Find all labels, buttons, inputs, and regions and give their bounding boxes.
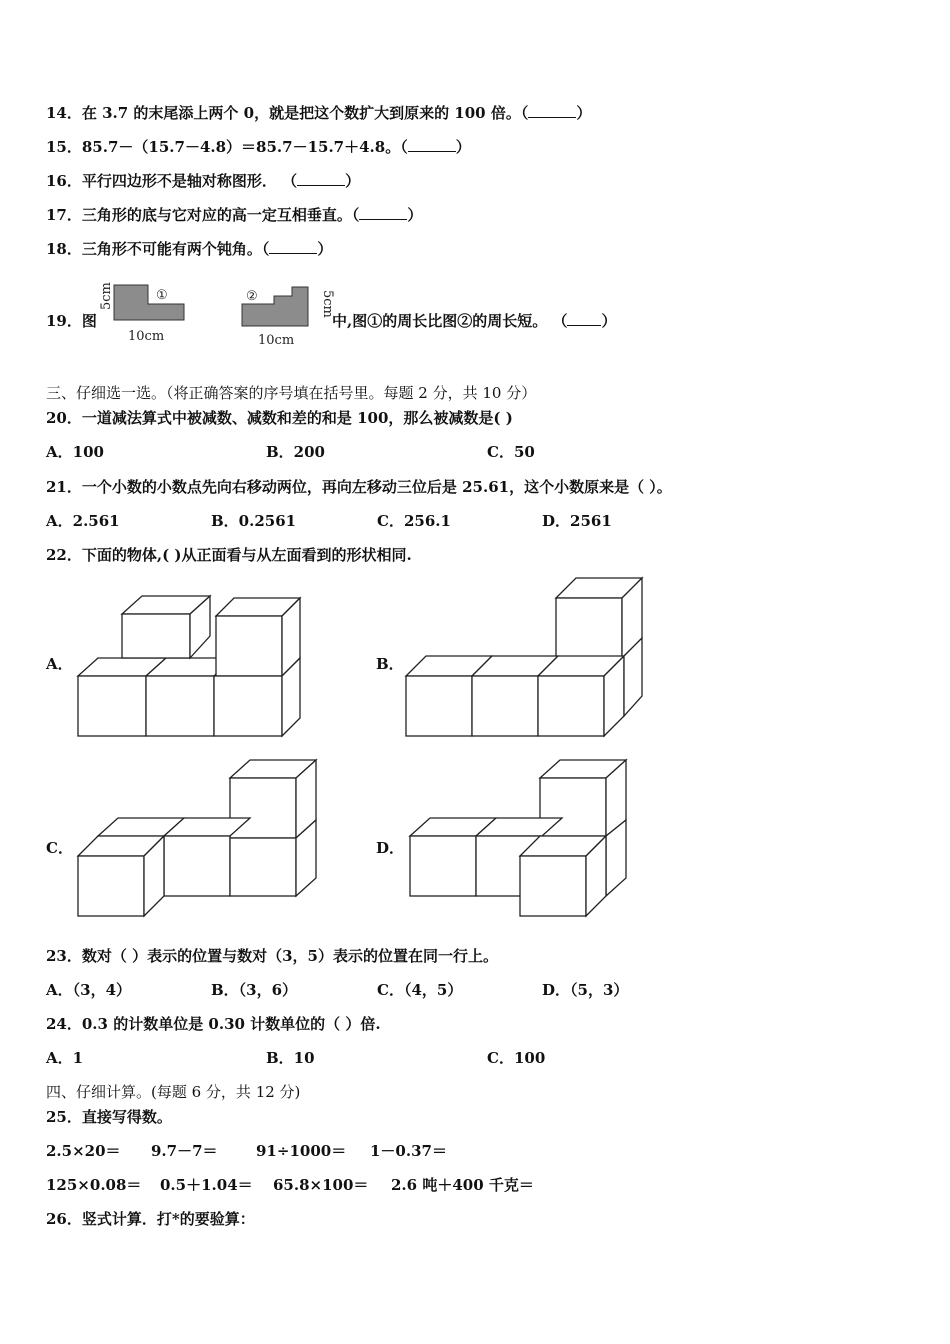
calc-item: 1－0.37＝: [370, 1142, 447, 1160]
question-24: [46, 1013, 381, 1034]
q20-option-a[interactable]: A．100: [46, 443, 104, 461]
figure-2-width: 10cm: [258, 333, 295, 348]
calc-item: 125×0.08＝: [46, 1176, 142, 1194]
question-21: [46, 476, 672, 497]
paren-close: ）: [407, 206, 423, 224]
figure-1-height: 5cm: [99, 282, 114, 310]
calc-item: 65.8×100＝: [273, 1176, 369, 1194]
question-17: [46, 204, 422, 225]
calc-item: 2.6 吨＋400 千克＝: [391, 1176, 534, 1194]
question-text: 三角形的底与它对应的高一定互相垂直。（: [81, 206, 360, 224]
cube-figure-d: [408, 758, 633, 920]
question-22: [46, 544, 412, 565]
paren-close: ）: [576, 104, 592, 122]
q24-option-b[interactable]: B．10: [266, 1049, 315, 1067]
q22-option-b[interactable]: B．: [376, 655, 404, 673]
calc-item: 0.5＋1.04＝: [160, 1176, 253, 1194]
question-text: 直接写得数。: [81, 1108, 172, 1126]
q24-option-a[interactable]: A．1: [46, 1049, 84, 1067]
question-19-lead: [46, 310, 97, 331]
question-text: 竖式计算．打*的要验算：: [81, 1210, 255, 1228]
question-text-post: 中,图①的周长比图②的周长短。 （: [332, 312, 568, 330]
question-number: 17．: [46, 206, 82, 224]
q21-option-a[interactable]: A．2.561: [46, 512, 120, 530]
q23-option-c[interactable]: C．（4，5）: [377, 981, 463, 999]
section-4-heading: 四、仔细计算。(每题 6 分，共 12 分): [46, 1083, 301, 1101]
figure-1-width: 10cm: [128, 329, 165, 344]
paren-close: ）: [317, 240, 333, 258]
question-number: 18．: [46, 240, 82, 258]
question-number: 19．: [46, 312, 82, 330]
figure-1: [98, 280, 198, 346]
answer-blank[interactable]: [408, 137, 456, 152]
paren-close: ）: [455, 138, 471, 156]
question-25: [46, 1106, 172, 1127]
paren-close: ）: [345, 172, 361, 190]
figure-1-label: ①: [156, 288, 168, 303]
answer-blank[interactable]: [528, 103, 576, 118]
question-number: 26．: [46, 1210, 82, 1228]
question-number: 15．: [46, 138, 82, 156]
question-text: 在 3.7 的末尾添上两个 0，就是把这个数扩大到原来的 100 倍。（: [81, 104, 529, 122]
q23-option-b[interactable]: B．（3，6）: [211, 981, 298, 999]
question-text: 85.7－（15.7－4.8）＝85.7－15.7＋4.8。（: [81, 138, 408, 156]
q22-option-c[interactable]: C．: [46, 839, 73, 857]
question-20: [46, 407, 513, 428]
figure-2: [230, 282, 340, 348]
answer-blank[interactable]: [297, 171, 345, 186]
cube-figure-b: [404, 576, 649, 741]
q24-option-c[interactable]: C．100: [487, 1049, 546, 1067]
question-text: 三角形不可能有两个钝角。（: [81, 240, 270, 258]
q21-option-c[interactable]: C．256.1: [377, 512, 451, 530]
question-number: 23．: [46, 947, 82, 965]
question-text: 数对（ ）表示的位置与数对（3，5）表示的位置在同一行上。: [81, 947, 498, 965]
figure-2-height: 5cm: [320, 290, 335, 318]
q20-option-c[interactable]: C．50: [487, 443, 535, 461]
question-26: [46, 1208, 255, 1229]
paren-close: ）: [601, 312, 617, 330]
question-number: 14．: [46, 104, 82, 122]
question-text: 一道减法算式中被减数、减数和差的和是 100，那么被减数是( ): [81, 409, 513, 427]
question-text: 0.3 的计数单位是 0.30 计数单位的（ ）倍.: [81, 1015, 381, 1033]
question-number: 22．: [46, 546, 82, 564]
question-number: 20．: [46, 409, 82, 427]
calc-item: 91÷1000＝: [256, 1142, 347, 1160]
question-19-tail: [332, 310, 616, 331]
question-text: 下面的物体,( )从正面看与从左面看到的形状相同.: [81, 546, 412, 564]
question-16: [46, 170, 360, 191]
calc-item: 9.7－7＝: [151, 1142, 218, 1160]
q22-option-d[interactable]: D．: [376, 839, 405, 857]
question-number: 24．: [46, 1015, 82, 1033]
question-number: 21．: [46, 478, 82, 496]
q23-option-d[interactable]: D．（5，3）: [542, 981, 629, 999]
q21-option-d[interactable]: D．2561: [542, 512, 612, 530]
question-number: 16．: [46, 172, 82, 190]
q23-option-a[interactable]: A．（3，4）: [46, 981, 132, 999]
q22-option-a[interactable]: A．: [46, 655, 73, 673]
question-text: 一个小数的小数点先向右移动两位，再向左移动三位后是 25.61，这个小数原来是（ ）。: [81, 478, 672, 496]
section-3-heading: 三、仔细选一选。（将正确答案的序号填在括号里。每题 2 分，共 10 分）: [46, 384, 537, 402]
q21-option-b[interactable]: B．0.2561: [211, 512, 297, 530]
calc-item: 2.5×20＝: [46, 1142, 121, 1160]
answer-blank[interactable]: [567, 311, 601, 326]
question-18: [46, 238, 332, 259]
question-14: [46, 102, 591, 123]
question-text-pre: 图: [81, 312, 97, 330]
cube-figure-a: [78, 596, 308, 741]
question-number: 25．: [46, 1108, 82, 1126]
q20-option-b[interactable]: B．200: [266, 443, 325, 461]
question-15: [46, 136, 471, 157]
question-23: [46, 945, 498, 966]
answer-blank[interactable]: [359, 205, 407, 220]
answer-blank[interactable]: [269, 239, 317, 254]
cube-figure-c: [78, 758, 323, 920]
question-text: 平行四边形不是轴对称图形． （: [81, 172, 298, 190]
figure-2-label: ②: [246, 289, 258, 304]
